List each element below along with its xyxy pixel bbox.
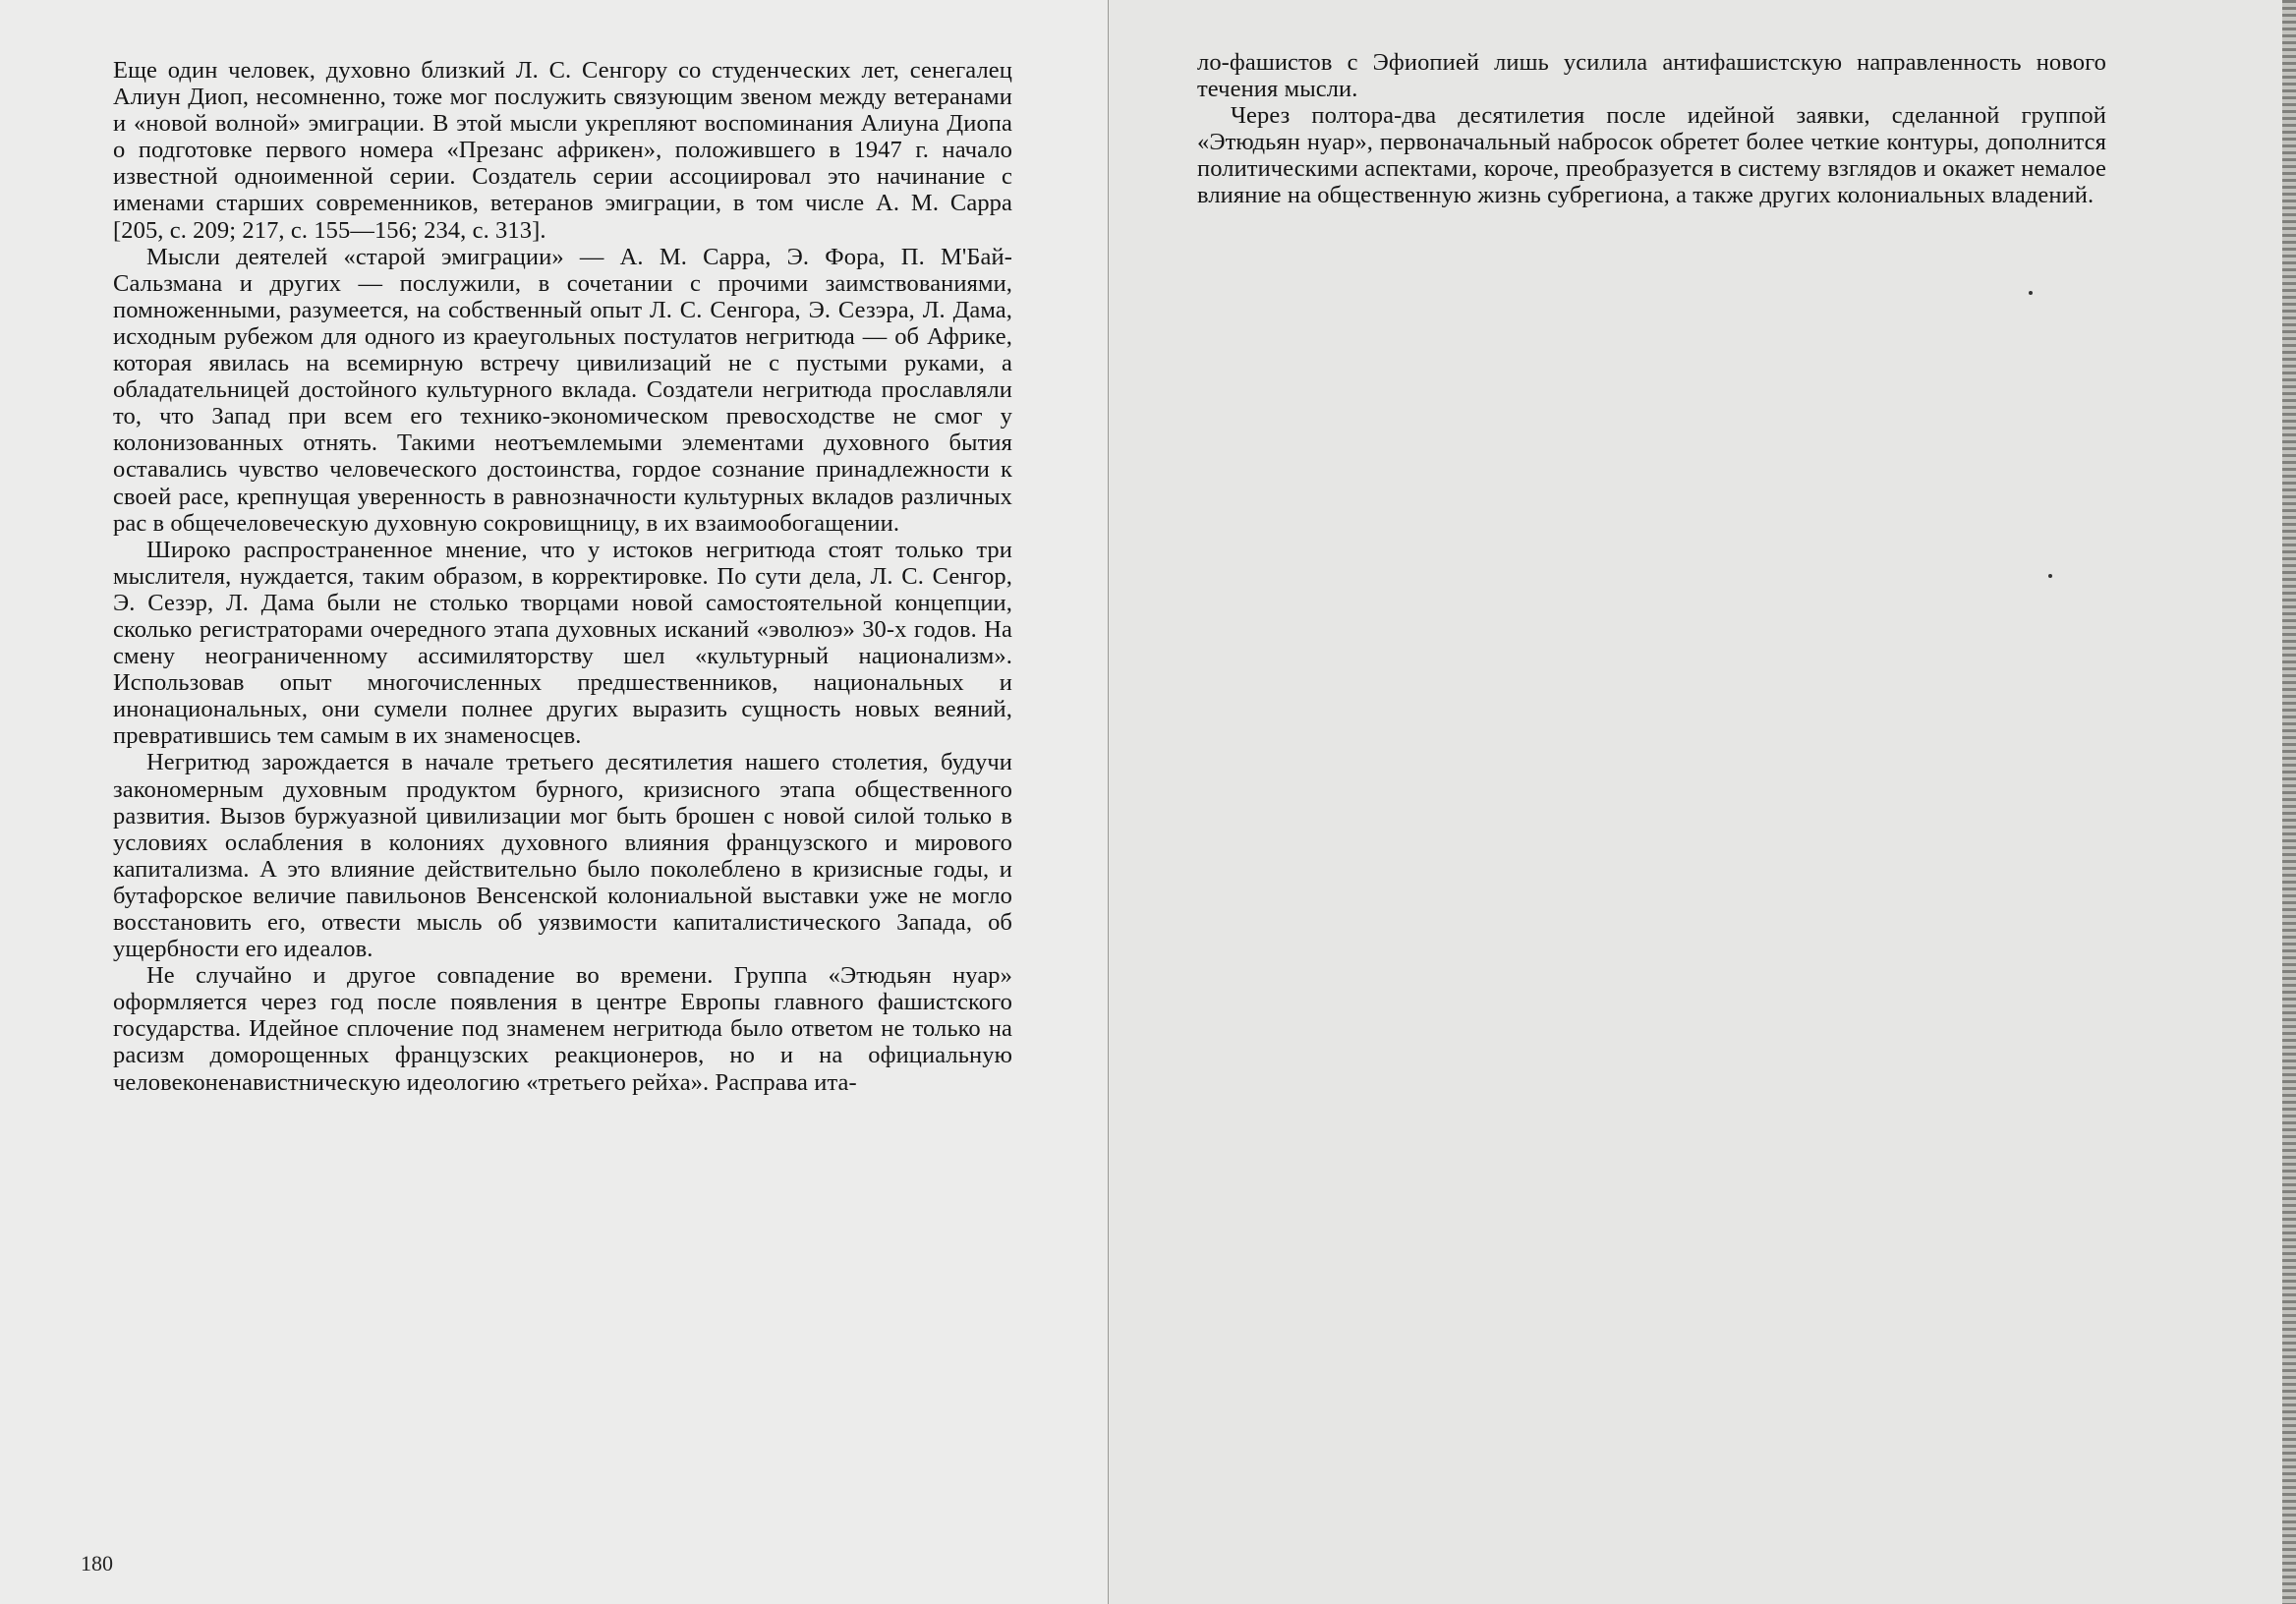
paragraph: Широко распространенное мнение, что у истоков негритюда стоят только три мыслителя, нуждается, таким образом, в корректировке. По сути дела, Л. С. Сенгор, Э. Сезэр, Л. Дама были не столько творцами новой самостоятельной концепции, сколько регистраторами очередного этапа духовных исканий «эволюэ» 30-х годов. На смену неограниченному ассимиляторству шел «культурный национализм». Использовав опыт многочисленных предшественников, национальных и инонациональных, они сумели полнее других выразить сущность новых веяний, превратившись тем самым в их знаменосцев. xyxy=(113,536,1012,750)
print-speck xyxy=(2048,574,2052,578)
right-page xyxy=(1109,0,2296,1604)
paragraph: ло-фашистов с Эфиопией лишь усилила антифашистскую направленность нового течения мысли. xyxy=(1197,49,2106,103)
left-text-column xyxy=(113,57,1012,1096)
page-number: 180 xyxy=(81,1551,113,1575)
paragraph: Не случайно и другое совпадение во времени. Группа «Этюдьян нуар» оформляется через год после появления в центре Европы главного фашистского государства. Идейное сплочение под знаменем негритюда было ответом не только на расизм доморощенных французских реакционеров, но и на официальную человеконенавистническую идеологию «третьего рейха». Расправа ита- xyxy=(113,962,1012,1096)
left-page xyxy=(0,0,1109,1604)
page-edge xyxy=(2282,0,2296,1604)
paragraph: Негритюд зарождается в начале третьего десятилетия нашего столетия, будучи закономерным духовным продуктом бурного, кризисного этапа общественного развития. Вызов буржуазной цивилизации мог быть брошен с новой силой только в условиях ослабления в колониях духовного влияния французского и мирового капитализма. А это влияние действительно было поколеблено в кризисные годы, и бутафорское величие павильонов Венсенской колониальной выставки уже не могло восстановить его, отвести мысль об уязвимости капиталистического Запада, об ущербности его идеалов. xyxy=(113,749,1012,963)
paragraph: Еще один человек, духовно близкий Л. С. Сенгору со студенческих лет, сенегалец Алиун Диоп, несомненно, тоже мог послужить связующим звеном между ветеранами и «новой волной» эмиграции. В этой мысли укрепляют воспоминания Алиуна Диопа о подготовке первого номера «Презанс африкен», положившего в 1947 г. начало известной одноименной серии. Создатель серии ассоциировал это начинание с именами старших современников, ветеранов эмиграции, в том числе А. М. Сарра [205, с. 209; 217, с. 155—156; 234, с. 313]. xyxy=(113,57,1012,244)
right-text-column xyxy=(1197,49,2106,209)
paragraph: Мысли деятелей «старой эмиграции» — А. М. Сарра, Э. Фора, П. М'Бай-Сальзмана и других — послужили, в сочетании с прочими заимствованиями, помноженными, разумеется, на собственный опыт Л. С. Сенгора, Э. Сезэра, Л. Дама, исходным рубежом для одного из краеугольных постулатов негритюда — об Африке, которая явилась на всемирную встречу цивилизаций не с пустыми руками, а обладательницей достойного культурного вклада. Создатели негритюда прославляли то, что Запад при всем его технико-экономическом превосходстве не смог у колонизованных отнять. Такими неотъемлемыми элементами духовного бытия оставались чувство человеческого достоинства, гордое сознание принадлежности к своей расе, крепнущая уверенность в равнозначности культурных вкладов различных рас в общечеловеческую духовную сокровищницу, в их взаимообогащении. xyxy=(113,243,1012,537)
print-speck xyxy=(2029,291,2033,295)
paragraph: Через полтора-два десятилетия после идейной заявки, сделанной группой «Этюдьян нуар», первоначальный набросок обретет более четкие контуры, дополнится политическими аспектами, короче, преобразуется в систему взглядов и окажет немалое влияние на общественную жизнь субрегиона, а также других колониальных владений. xyxy=(1197,102,2106,209)
